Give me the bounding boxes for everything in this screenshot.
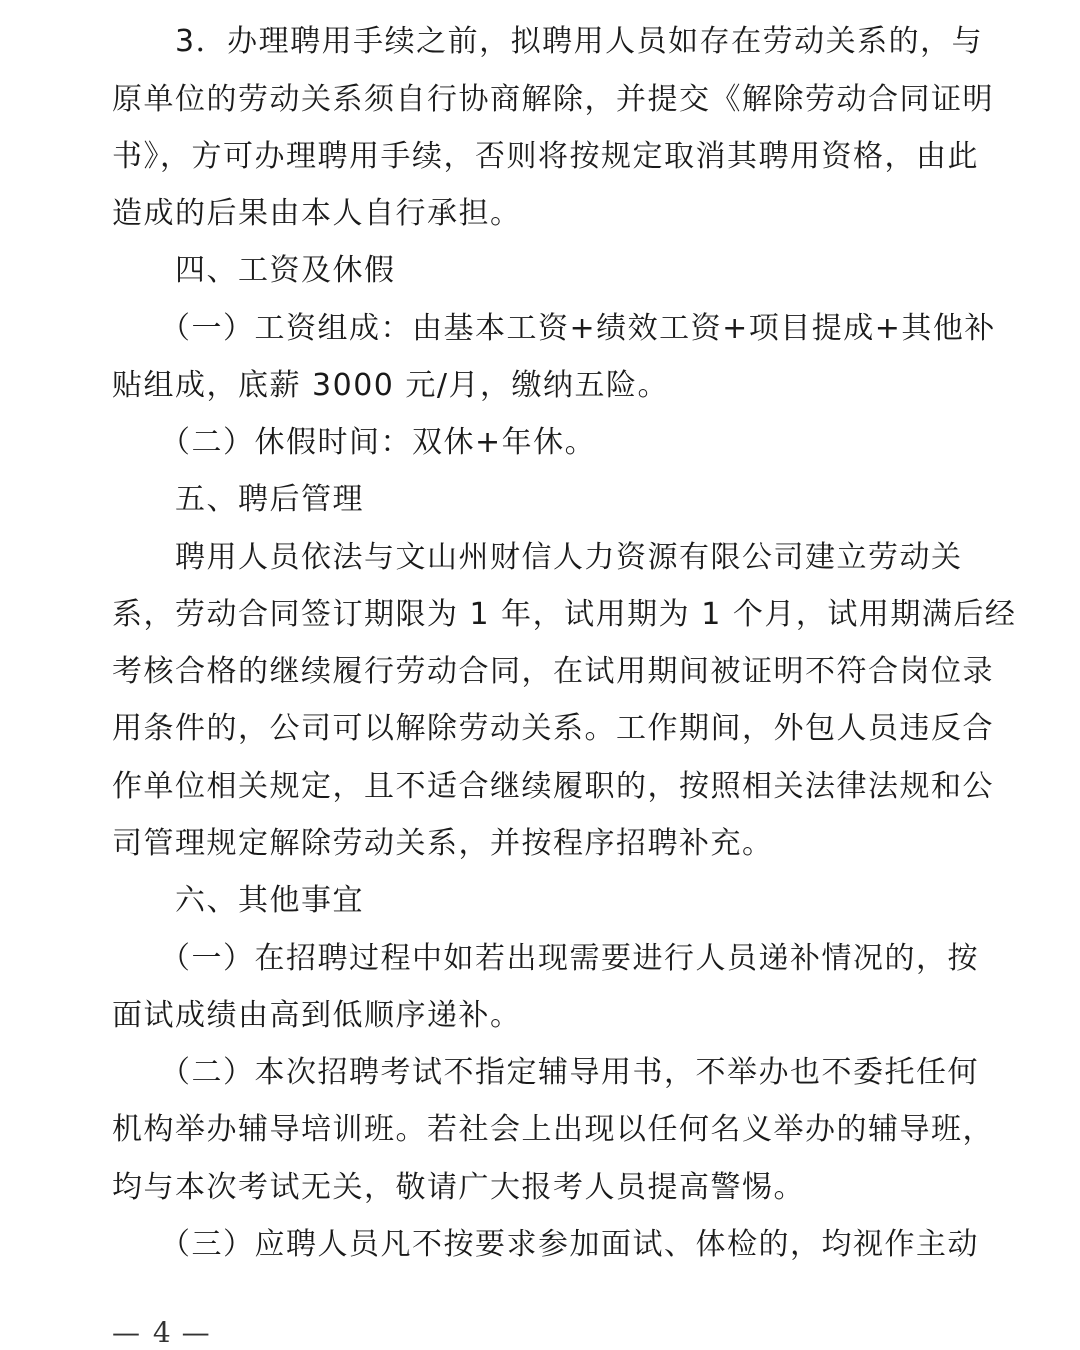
- text-line-11: 系，劳动合同签订期限为 1 年，试用期为 1 个月，试用期满后经: [112, 597, 1017, 632]
- text-line-14: 作单位相关规定，且不适合继续履职的，按照相关法律法规和公: [112, 769, 994, 804]
- text-line-6: （一）工资组成：由基本工资+绩效工资+项目提成+其他补: [112, 311, 996, 346]
- text-line-19: （二）本次招聘考试不指定辅导用书，不举办也不委托任何: [112, 1055, 979, 1090]
- section-heading-6: 六、其他事宜: [112, 883, 364, 918]
- text-line-17: （一）在招聘过程中如若出现需要进行人员递补情况的，按: [112, 941, 979, 976]
- text-line-3: 书》，方可办理聘用手续，否则将按规定取消其聘用资格，由此: [112, 139, 979, 174]
- section-heading-4: 四、工资及休假: [112, 253, 396, 288]
- footer-dash-left: —: [112, 1316, 142, 1349]
- text-line-10: 聘用人员依法与文山州财信人力资源有限公司建立劳动关: [112, 540, 963, 575]
- text-line-21: 均与本次考试无关，敬请广大报考人员提高警惕。: [112, 1170, 805, 1205]
- footer-dash-right: —: [181, 1316, 212, 1349]
- section-heading-5: 五、聘后管理: [112, 482, 364, 517]
- text-line-1: 3．办理聘用手续之前，拟聘用人员如存在劳动关系的，与: [112, 24, 984, 59]
- text-line-12: 考核合格的继续履行劳动合同，在试用期间被证明不符合岗位录: [112, 654, 994, 689]
- text-line-7: 贴组成，底薪 3000 元/月，缴纳五险。: [112, 368, 670, 403]
- text-line-20: 机构举办辅导培训班。若社会上出现以任何名义举办的辅导班，: [112, 1112, 994, 1147]
- text-line-2: 原单位的劳动关系须自行协商解除，并提交《解除劳动合同证明: [112, 82, 994, 117]
- page-footer: [112, 1316, 212, 1350]
- page-number: 4: [152, 1316, 171, 1349]
- text-line-15: 司管理规定解除劳动关系，并按程序招聘补充。: [112, 826, 774, 861]
- text-line-13: 用条件的，公司可以解除劳动关系。工作期间，外包人员违反合: [112, 711, 994, 746]
- text-line-22: （三）应聘人员凡不按要求参加面试、体检的，均视作主动: [112, 1227, 979, 1262]
- text-line-4: 造成的后果由本人自行承担。: [112, 196, 522, 231]
- text-line-18: 面试成绩由高到低顺序递补。: [112, 998, 522, 1033]
- text-line-8: （二）休假时间：双休+年休。: [112, 425, 597, 460]
